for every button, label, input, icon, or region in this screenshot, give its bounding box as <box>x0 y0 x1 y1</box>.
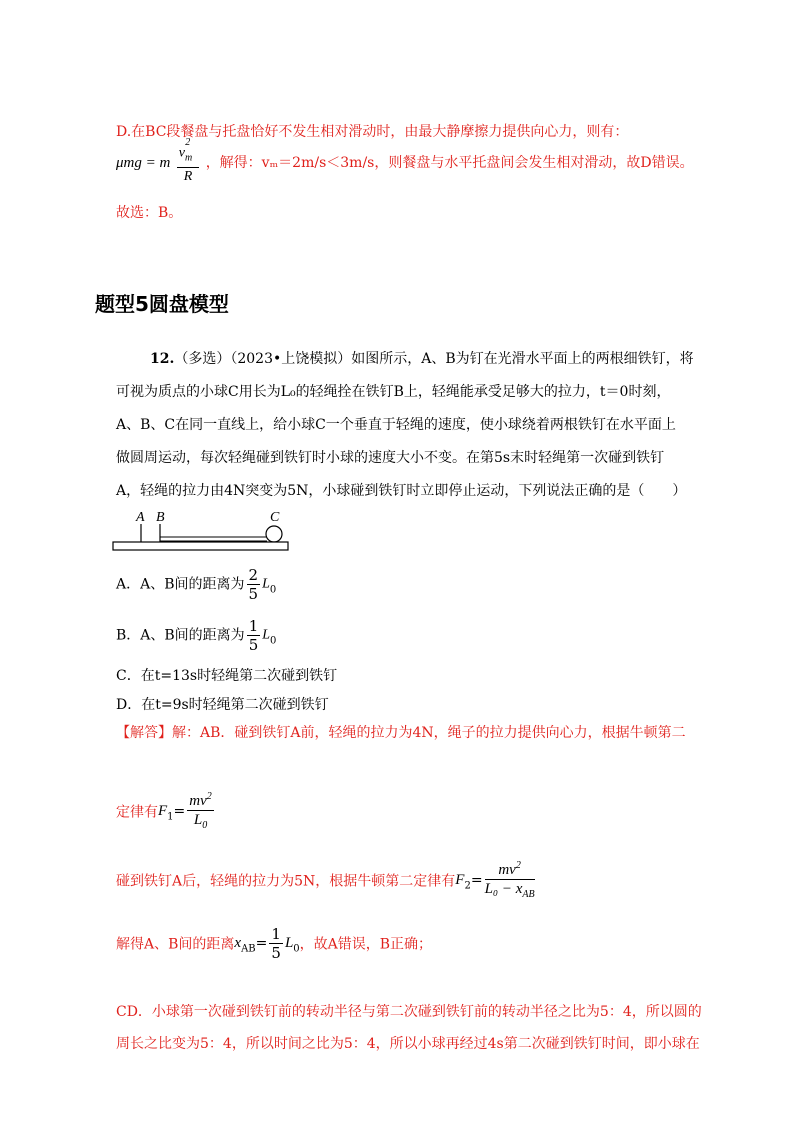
figure-label-b: B <box>156 510 165 525</box>
option-a <box>116 566 276 603</box>
law2-fraction <box>485 857 535 904</box>
prev-eq-num-sup: 2 <box>185 137 191 148</box>
law2-equals: = <box>470 872 483 889</box>
figure-label-a: A <box>136 510 145 525</box>
option-c: C．在t=13s时轻绳第二次碰到铁钉 <box>116 668 338 684</box>
figure-label-c: C <box>270 510 280 525</box>
option-a-num: 2 <box>248 566 259 584</box>
option-b <box>116 617 276 654</box>
question-line-4: 做圆周运动，每次轻绳碰到铁钉时小球的速度大小不变。在第5s末时轻绳第一次碰到铁钉 <box>116 450 665 466</box>
prev-eq-den: R <box>183 169 193 185</box>
question-body <box>116 343 694 508</box>
solution-result <box>116 925 432 962</box>
result-den: 5 <box>271 944 281 962</box>
result-suffix: ，故A错误，B正确； <box>299 936 433 953</box>
prev-answer: 故选：B。 <box>116 205 183 221</box>
law1-fraction <box>187 788 214 835</box>
law1-num: mv <box>189 793 207 809</box>
law1-den-sub: 0 <box>202 820 208 831</box>
question-line-3: A、B、C在同一直线上，给小球C一个垂直于轻绳的速度，使小球绕着两根铁钉在水平面上 <box>116 417 676 433</box>
solution-line-5: CD．小球第一次碰到铁钉前的转动半径与第二次碰到铁钉前的转动半径之比为5：4，所以圆的 <box>116 1004 702 1020</box>
ball-c <box>266 526 282 542</box>
question-figure <box>110 505 295 555</box>
solution-line-6: 周长之比变为5：4，所以时间之比为5：4，所以小球再经过4s第二次碰到铁钉时间，即小球在 <box>116 1036 700 1052</box>
result-equals: = <box>255 935 268 952</box>
law2-den: L₀ − x <box>484 881 523 897</box>
result-fraction <box>269 925 283 962</box>
option-a-den: 5 <box>248 585 259 603</box>
result-num: 1 <box>271 925 281 943</box>
prev-equation-line <box>116 137 694 186</box>
solution-line-1 <box>116 723 686 743</box>
law1-equals: = <box>173 803 186 820</box>
prev-eq-num-sub: m <box>185 152 193 164</box>
option-b-sub: 0 <box>270 635 277 647</box>
prev-eq-fraction <box>177 137 199 186</box>
solution-law-2 <box>116 857 537 904</box>
question-line-1-text: （多选）（2023•上饶模拟）如图所示，A、B为钉在光滑水平面上的两根细铁钉，将 <box>174 351 694 367</box>
law1-num-sup: 2 <box>206 791 212 802</box>
solution-line-1-text: 解：AB．碰到铁钉A前，轻绳的拉力为4N，绳子的拉力提供向心力，根据牛顿第二 <box>172 725 686 741</box>
option-b-var: L <box>262 627 271 643</box>
law2-den-sub: AB <box>522 889 535 900</box>
section-title: 题型5圆盘模型 <box>95 292 229 316</box>
question-line-1 <box>116 343 694 376</box>
law2-num-sup: 2 <box>515 860 521 871</box>
option-d: D．在t=9s时轻绳第二次碰到铁钉 <box>116 697 329 713</box>
law2-lhs: F <box>455 872 465 888</box>
question-line-2: 可视为质点的小球C用长为L₀的轻绳拴在铁钉B上，轻绳能承受足够大的拉力，t＝0时刻， <box>116 384 671 400</box>
question-line-5: A，轻绳的拉力由4N突变为5N，小球碰到铁钉时立即停止运动，下列说法正确的是（ ） <box>116 483 687 499</box>
result-var-sub: AB <box>241 943 256 955</box>
option-a-sub: 0 <box>269 584 277 596</box>
option-a-prefix: A．A、B间的距离为 <box>116 576 245 593</box>
question-number: 12. <box>150 351 175 367</box>
solution-tag: 【解答】 <box>116 725 172 741</box>
result-L-sub: 0 <box>293 943 300 955</box>
prev-eq-num: v <box>178 145 185 161</box>
law1-prefix: 定律有 <box>116 804 158 821</box>
prev-eq-lhs: μmg = m <box>116 155 171 172</box>
result-var: x <box>234 935 242 951</box>
result-prefix: 解得A、B间的距离 <box>116 936 235 953</box>
option-b-num: 1 <box>248 617 259 635</box>
law1-lhs-sub: 1 <box>167 811 174 823</box>
prev-d-line: D.在BC段餐盘与托盘恰好不发生相对滑动时，由最大静摩擦力提供向心力，则有： <box>116 124 629 140</box>
table-surface <box>113 542 288 550</box>
result-L: L <box>284 935 294 951</box>
prev-eq-tail: ，解得：vₘ＝2m/s＜3m/s，则餐盘与水平托盘间会发生相对滑动，故D错误。 <box>205 155 694 172</box>
law2-prefix: 碰到铁钉A后，轻绳的拉力为5N，根据牛顿第二定律有 <box>116 873 456 890</box>
law1-lhs: F <box>158 803 168 819</box>
law2-lhs-sub: 2 <box>464 880 471 892</box>
law2-num: mv <box>498 862 516 878</box>
law1-den: L <box>193 812 203 828</box>
option-a-var: L <box>262 576 270 592</box>
option-b-prefix: B．A、B间的距离为 <box>116 627 245 644</box>
option-a-fraction <box>247 566 261 603</box>
option-b-den: 5 <box>248 636 259 654</box>
option-b-fraction <box>247 617 261 654</box>
solution-law-1 <box>116 788 216 835</box>
